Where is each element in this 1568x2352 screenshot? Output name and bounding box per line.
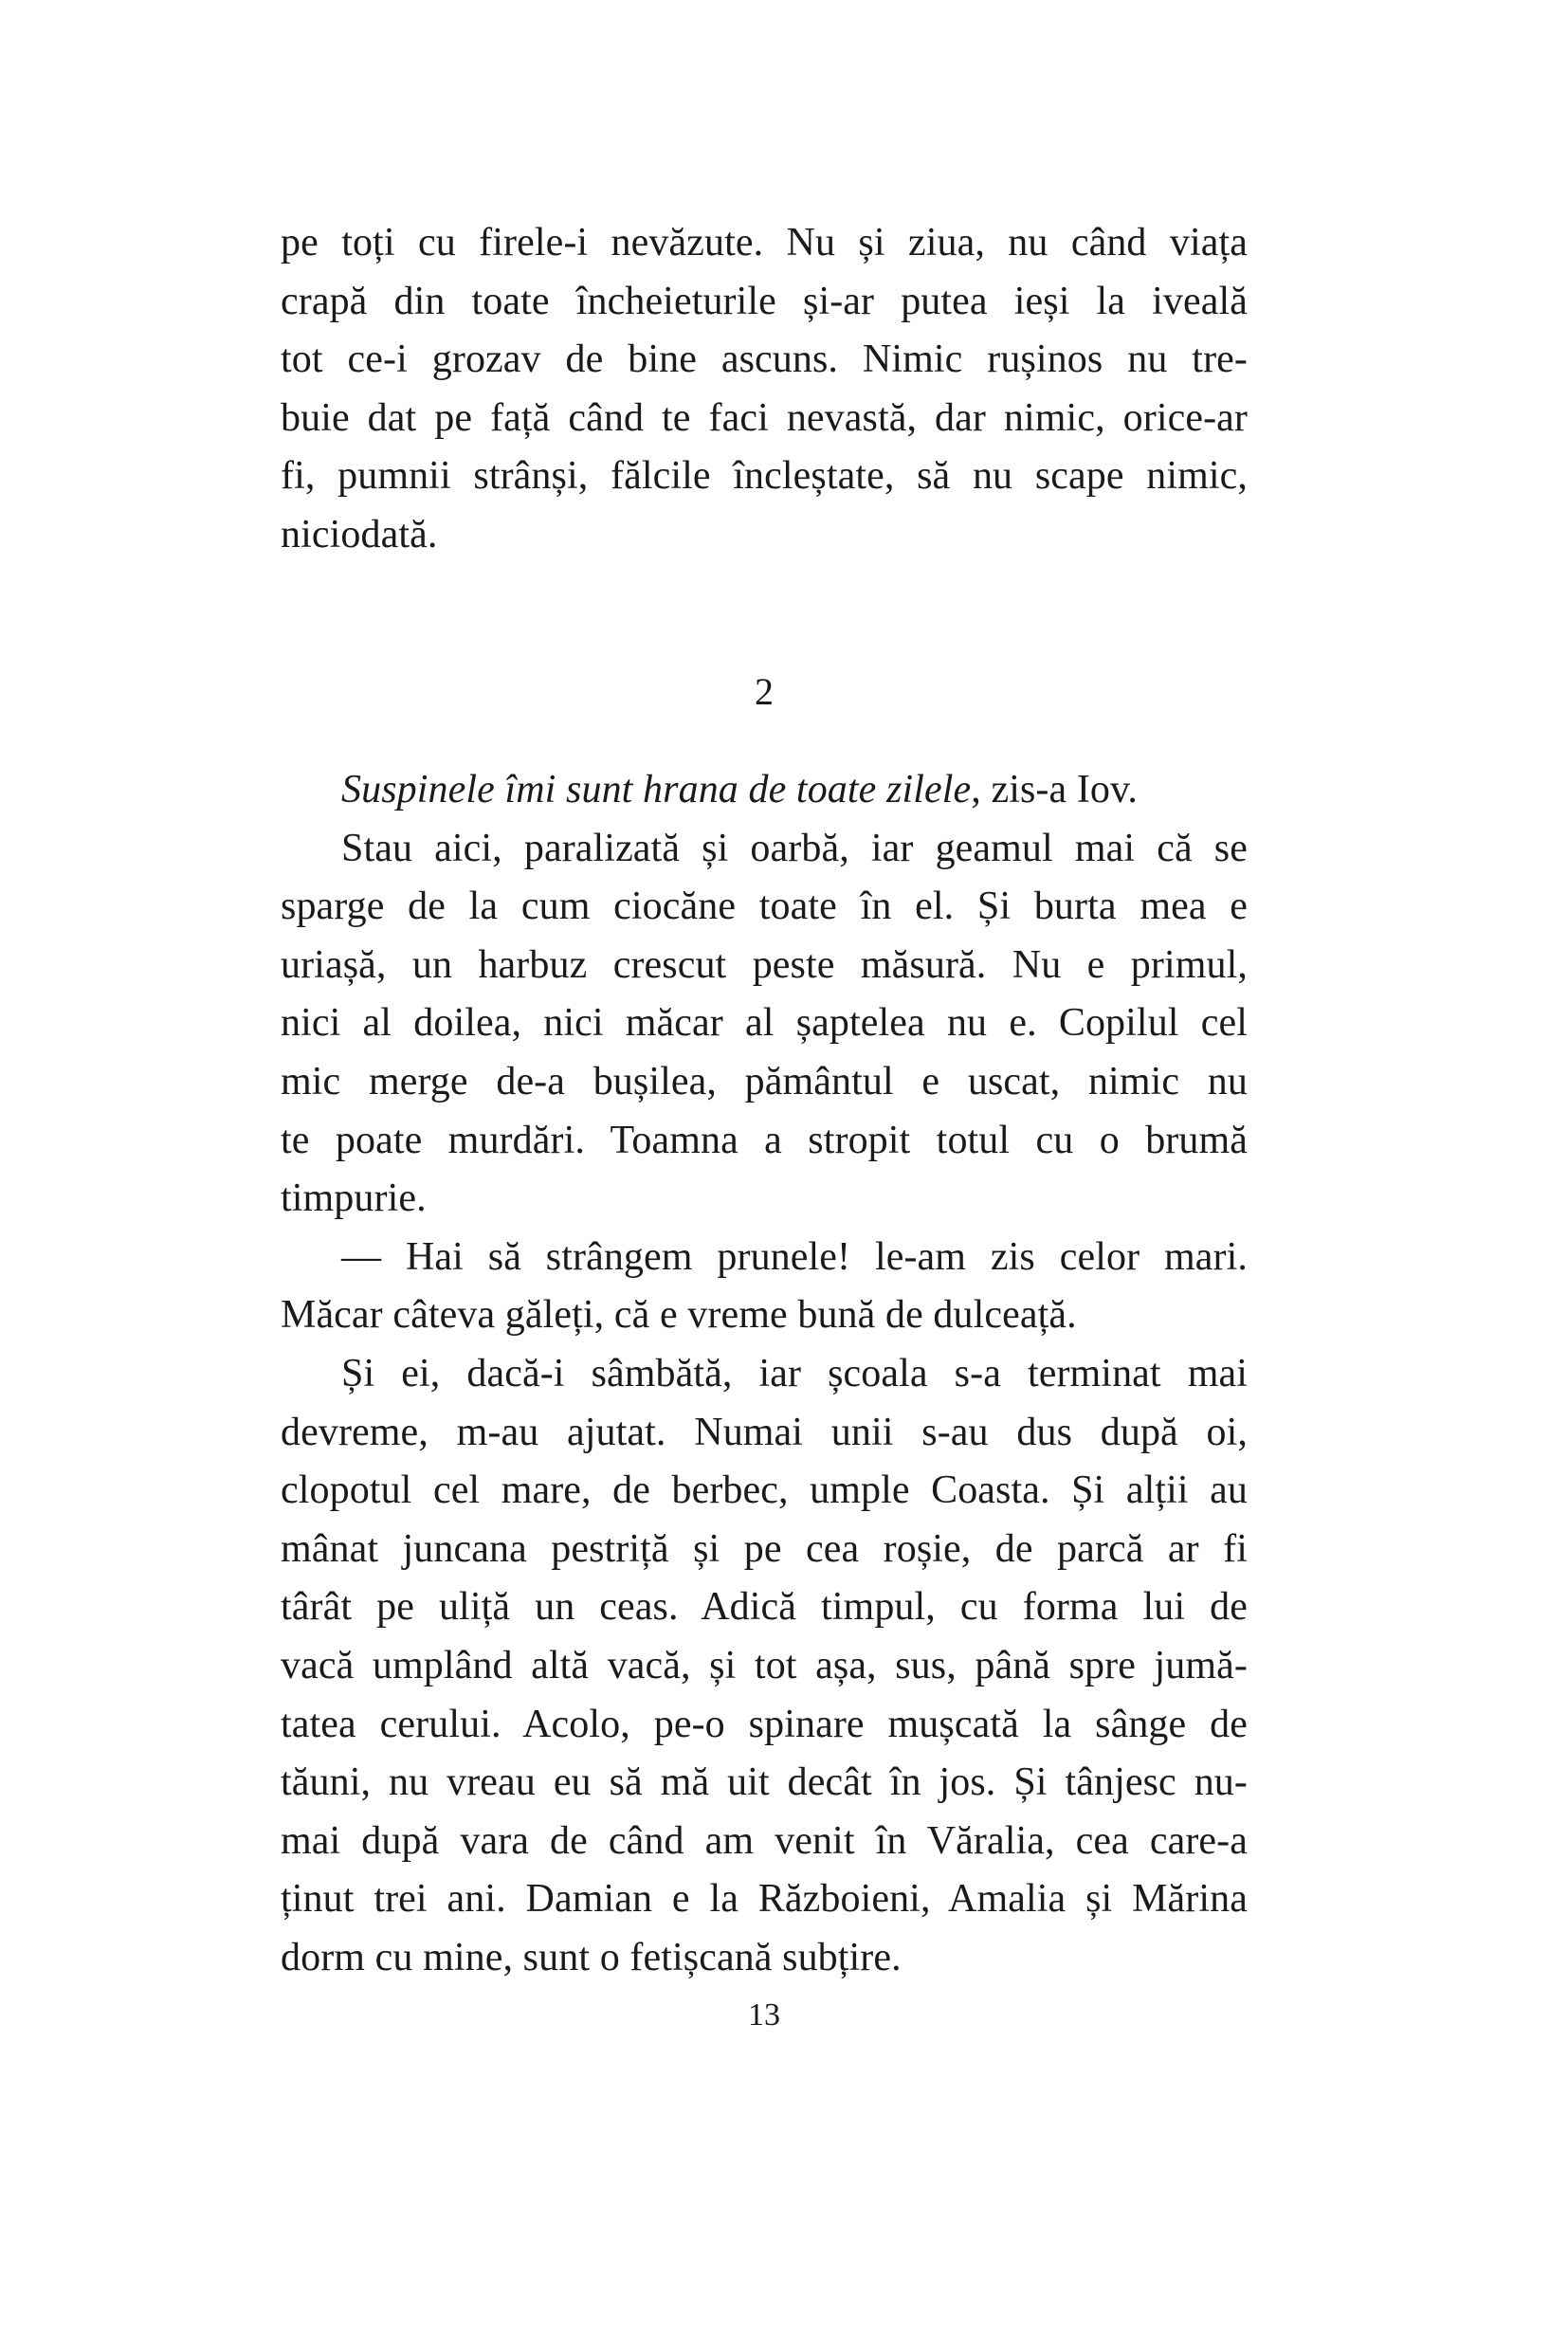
dialogue-line: — Hai să strângem prunele! le-am zis celor mari. bbox=[341, 1234, 1248, 1279]
text-line: pe toți cu firele-i nevăzute. Nu și ziua, nu când viața bbox=[281, 221, 1248, 264]
text-line: tot ce-i grozav de bine ascuns. Nimic rușinos nu tre- bbox=[281, 337, 1248, 382]
text-line: Și ei, dacă-i sâmbătă, iar școala s-a terminat mai bbox=[341, 1351, 1248, 1395]
text-line: ținut trei ani. Damian e la Războieni, Amalia și Mărina bbox=[281, 1877, 1248, 1922]
text-line: vacă umplând altă vacă, și tot așa, sus, până spre jumă- bbox=[281, 1643, 1248, 1687]
text-line: te poate murdări. Toamna a stropit totul cu o brumă bbox=[281, 1118, 1248, 1162]
text-line: mânat juncana pestriță și pe cea roșie, de parcă ar fi bbox=[281, 1526, 1248, 1571]
text-line: buie dat pe față când te faci nevastă, dar nimic, orice-ar bbox=[281, 395, 1248, 440]
text-line: Stau aici, paralizată și oarbă, iar geamul mai că se bbox=[341, 826, 1248, 870]
main-text bbox=[281, 761, 1248, 1987]
text-line: mic merge de-a bușilea, pământul e uscat, nimic nu bbox=[281, 1059, 1248, 1103]
text-line: dorm cu mine, sunt o fetișcană subțire. bbox=[281, 1935, 902, 1979]
page-number: 13 bbox=[748, 1997, 780, 2033]
text-line: niciodată. bbox=[281, 512, 438, 556]
text-line: mai după vara de când am venit în Văralia, cea care-a bbox=[281, 1818, 1248, 1863]
text-line: sparge de la cum ciocăne toate în el. Și burta mea e bbox=[281, 884, 1248, 929]
text-line: crapă din toate încheieturile și-ar putea ieși la iveală bbox=[281, 279, 1248, 323]
text-line: tăuni, nu vreau eu să mă uit decât în jos. Și tânjesc nu- bbox=[281, 1760, 1248, 1805]
section-number: 2 bbox=[755, 670, 774, 713]
text-line: târât pe uliță un ceas. Adică timpul, cu forma lui de bbox=[281, 1585, 1248, 1630]
text-line: tatea cerului. Acolo, pe-o spinare mușcată la sânge de bbox=[281, 1702, 1248, 1746]
top-paragraph bbox=[281, 214, 1248, 565]
text-line: clopotul cel mare, de berbec, umple Coasta. Și alții au bbox=[281, 1468, 1248, 1513]
text-line: devreme, m-au ajutat. Numai unii s-au dus după oi, bbox=[281, 1410, 1248, 1454]
epigraph-attribution: , zis-a Iov. bbox=[971, 768, 1138, 811]
text-line: uriașă, un harbuz crescut peste măsură. Nu e primul, bbox=[281, 942, 1248, 987]
text-line: nici al doilea, nici măcar al șaptelea nu e. Copilul cel bbox=[281, 1001, 1248, 1046]
text-line: timpurie. bbox=[281, 1176, 427, 1221]
text-line: fi, pumnii strânși, fălcile încleștate, să nu scape nimic, bbox=[281, 454, 1248, 499]
epigraph-quote: Suspinele îmi sunt hrana de toate zilele bbox=[341, 768, 972, 811]
epigraph-line bbox=[281, 761, 1248, 820]
text-line: Măcar câteva găleți, că e vreme bună de dulceață. bbox=[281, 1293, 1077, 1338]
